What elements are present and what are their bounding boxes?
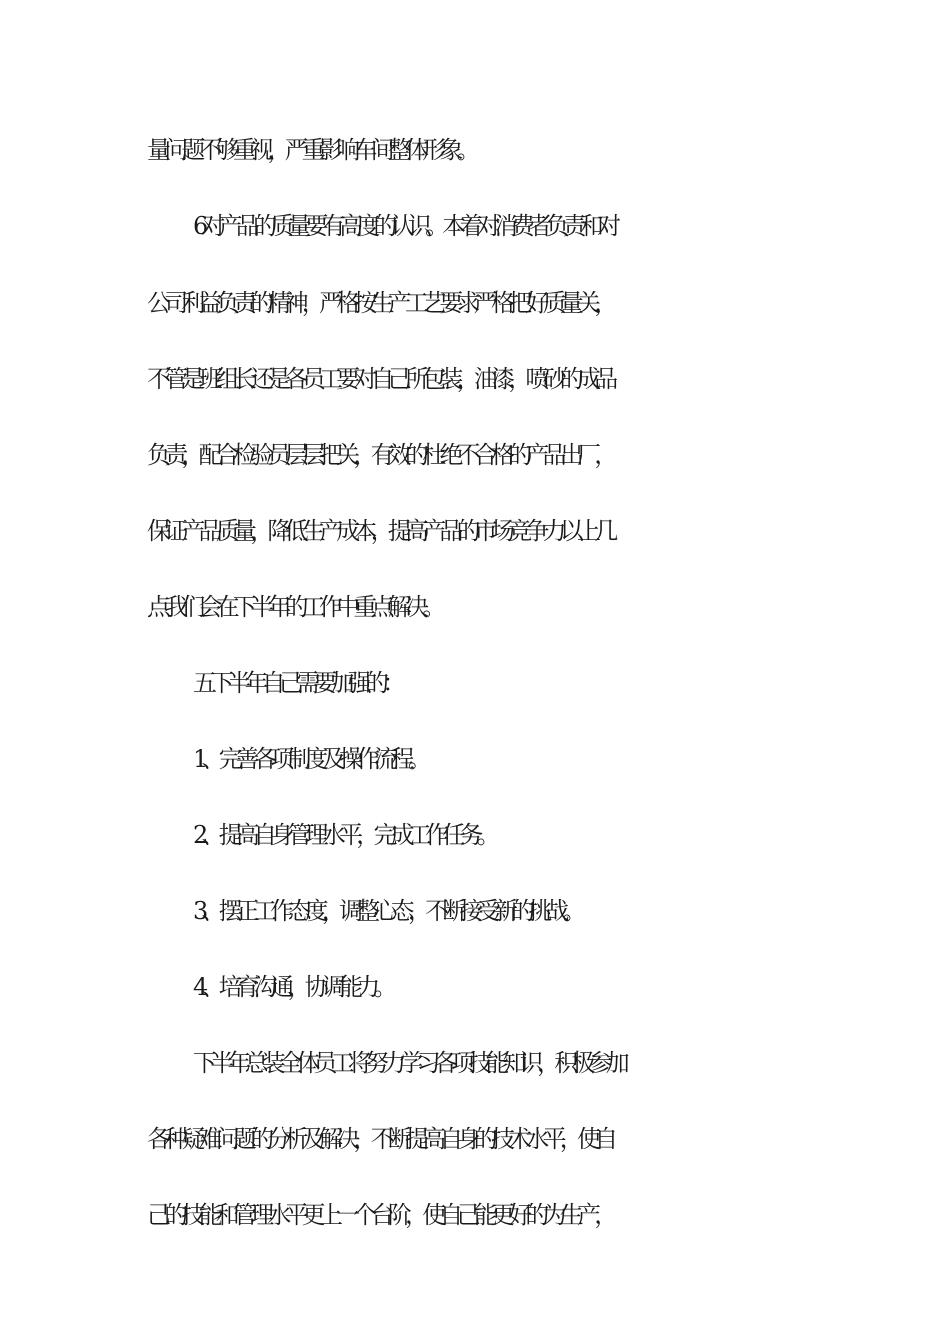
section-heading: 五下半年自己需要加强的： bbox=[193, 669, 400, 697]
text-line-14: 各种疑难问题的分析及解决，不断提高自身的技术水平，使自 bbox=[147, 1125, 612, 1153]
text-line-2: 6对产品的质量要有高度的认识。本着对消费者负责和对 bbox=[193, 212, 615, 240]
list-item-2: 2、提高自身管理水平，完成工作任务。 bbox=[193, 821, 494, 849]
text-line-3: 公司利益负责的精神，严格按生产工艺要求严格把好质量关， bbox=[147, 289, 612, 317]
text-line-6: 保证产品质量，降低生产成本，提高产品的市场竞争力以上几 bbox=[147, 517, 612, 545]
list-item-3: 3、摆正工作态度，调整心态，不断接受新的挑战。 bbox=[193, 897, 580, 925]
list-item-1: 1、完善各项制度及操作流程。 bbox=[193, 745, 426, 773]
text-line-13: 下半年总装全体员工将努力学习各项技能知识，积极参加 bbox=[193, 1049, 623, 1077]
list-item-4: 4、培育沟通，协调能力。 bbox=[193, 973, 391, 1001]
text-line-7: 点我们会在下半年的工作中重点解决。 bbox=[147, 593, 440, 621]
text-line-1: 量问题不够重视，严重影响车间整体形象。 bbox=[147, 136, 474, 164]
text-line-15: 己的技能和管理水平更上一个台阶，使自己能更好的为生产， bbox=[147, 1201, 612, 1229]
text-line-4: 不管是班组长还是各员工要对自己所包装，油漆，喷砂的成品 bbox=[147, 365, 612, 393]
text-line-5: 负责，配合检验员层层把关，有效的杜绝不合格的产品出厂， bbox=[147, 441, 612, 469]
